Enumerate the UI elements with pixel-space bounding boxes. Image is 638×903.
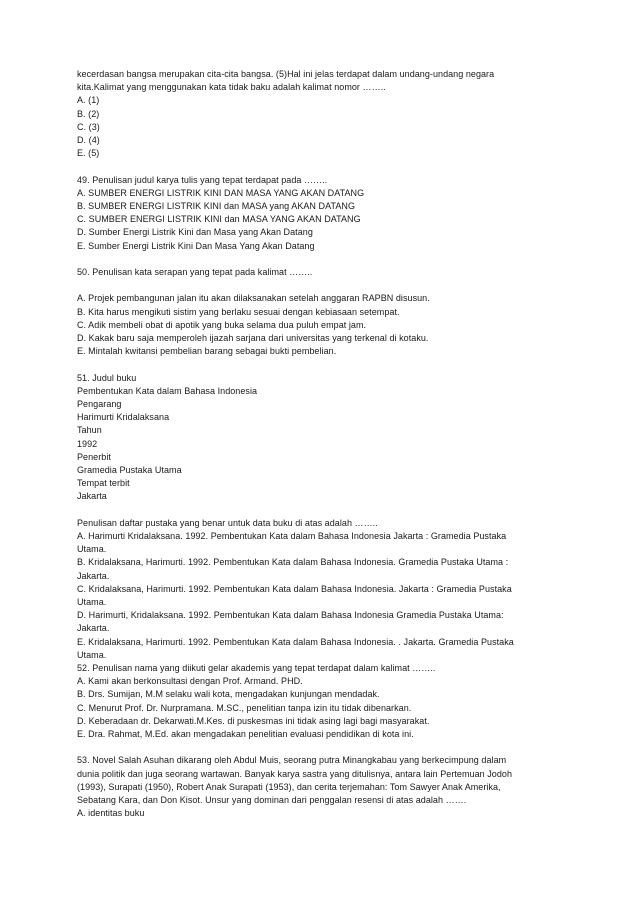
text-line: D. Harimurti, Kridalaksana. 1992. Pembentukan Kata dalam Bahasa Indonesia Gramedia Pustaka Utama: [77,610,504,621]
text-line: Penulisan daftar pustaka yang benar untuk data buku di atas adalah …….. [77,517,378,528]
question-50-options [77,292,568,358]
text-line: Utama. [77,544,107,555]
text-line: Jakarta. [77,623,110,634]
text-line: C. Adik membeli obat di apotik yang buka selama dua puluh empat jam. [77,319,367,330]
text-line: A. Harimurti Kridalaksana. 1992. Pembentukan Kata dalam Bahasa Indonesia Jakarta : Gramedia Pustaka [77,531,507,542]
text-line: 1992 [77,438,98,449]
question-50-title: 50. Penulisan kata serapan yang tepat pada kalimat …….. [77,267,313,278]
text-line: B. SUMBER ENERGI LISTRIK KINI dan MASA yang AKAN DATANG [77,201,356,212]
text-line: 51. Judul buku [77,372,137,383]
question-53 [77,754,568,820]
text-line: 52. Penulisan nama yang diikuti gelar akademis yang tepat terdapat dalam kalimat …….. [77,663,436,674]
question-49 [77,174,568,253]
intro-block [77,68,568,160]
text-line: E. Sumber Energi Listrik Kini Dan Masa Yang Akan Datang [77,240,315,251]
text-line: D. Keberadaan dr. Dekarwati.M.Kes. di puskesmas ini tidak asing lagi bagi masyarakat. [77,715,430,726]
text-line: D. Kakak baru saja memperoleh ijazah sarjana dari universitas yang terkenal di kotaku. [77,333,429,344]
question-51-52 [77,517,568,741]
text-line: A. Kami akan berkonsultasi dengan Prof. Armand. PHD. [77,676,303,687]
text-line: Pengarang [77,399,122,410]
text-line: Utama. [77,597,107,608]
text-line: C. SUMBER ENERGI LISTRIK KINI dan MASA YANG AKAN DATANG [77,214,361,225]
text-line: Jakarta. [77,570,110,581]
text-line: D. Sumber Energi Listrik Kini dan Masa yang Akan Datang [77,227,313,238]
spacer [77,504,568,517]
text-line: C. Menurut Prof. Dr. Nurpramana. M.SC., penelitian tanpa izin itu tidak dibenarkan. [77,702,412,713]
text-line: B. Drs. Sumijan, M.M selaku wali kota, mengadakan kunjungan mendadak. [77,689,380,700]
text-line: C. Kridalaksana, Harimurti. 1992. Pembentukan Kata dalam Bahasa Indonesia. Jakarta : Gramedia Pustaka [77,583,512,594]
text-line: C. (3) [77,121,100,132]
text-line: A. (1) [77,95,100,106]
text-line: kecerdasan bangsa merupakan cita-cita bangsa. (5)Hal ini jelas terdapat dalam undang-undang negara [77,69,495,79]
text-line: 53. Novel Salah Asuhan dikarang oleh Abdul Muis, seorang putra Minangkabau yang berkecimpung dalam [77,755,507,766]
text-line: E. (5) [77,148,100,159]
text-line: Jakarta [77,491,107,502]
text-line: B. Kridalaksana, Harimurti. 1992. Pembentukan Kata dalam Bahasa Indonesia. Gramedia Pustaka Utama : [77,557,509,568]
text-line: Harimurti Kridalaksana [77,412,170,423]
text-line: kita.Kalimat yang menggunakan kata tidak baku adalah kalimat nomor …….. [77,82,386,93]
question-51-book-info [77,372,568,504]
text-line: Pembentukan Kata dalam Bahasa Indonesia [77,385,258,396]
text-line: dunia politik dan juga seorang wartawan. Banyak karya sastra yang ditulisnya, antara lain Pertemuan Jodoh [77,768,513,779]
text-line: Gramedia Pustaka Utama [77,465,182,476]
text-line: B. (2) [77,108,100,119]
text-line: B. Kita harus mengikuti sistim yang berlaku sesuai dengan kebiasaan setempat. [77,306,400,317]
text-line: Penerbit [77,451,111,462]
text-line: (1993), Surapati (1950), Robert Anak Surapati (1953), dan cerita terjemahan: Tom Sawyer Anak Amerika, [77,781,501,792]
spacer [77,160,568,173]
text-line: Tempat terbit [77,478,130,489]
text-line: E. Dra. Rahmat, M.Ed. akan mengadakan penelitian evaluasi pendidikan di kota ini. [77,729,414,740]
text-line: E. Kridalaksana, Harimurti. 1992. Pembentukan Kata dalam Bahasa Indonesia. . Jakarta. Gramedia Pustaka [77,636,514,647]
text-line: Tahun [77,425,102,436]
text-line: A. SUMBER ENERGI LISTRIK KINI DAN MASA YANG AKAN DATANG [77,187,365,198]
text-line: Utama. [77,649,107,660]
spacer [77,358,568,371]
spacer [77,253,568,266]
text-line: Sebatang Kara, dan Don Kisot. Unsur yang dominan dari penggalan resensi di atas adalah ……. [77,795,467,806]
text-line: 49. Penulisan judul karya tulis yang tepat terdapat pada …….. [77,174,328,185]
text-line: A. identitas buku [77,808,145,819]
text-line: D. (4) [77,135,100,146]
spacer [77,279,568,292]
text-line: A. Projek pembangunan jalan itu akan dilaksanakan setelah anggaran RAPBN disusun. [77,293,430,304]
text-line: E. Mintalah kwitansi pembelian barang sebagai bukti pembelian. [77,346,337,357]
spacer [77,741,568,754]
